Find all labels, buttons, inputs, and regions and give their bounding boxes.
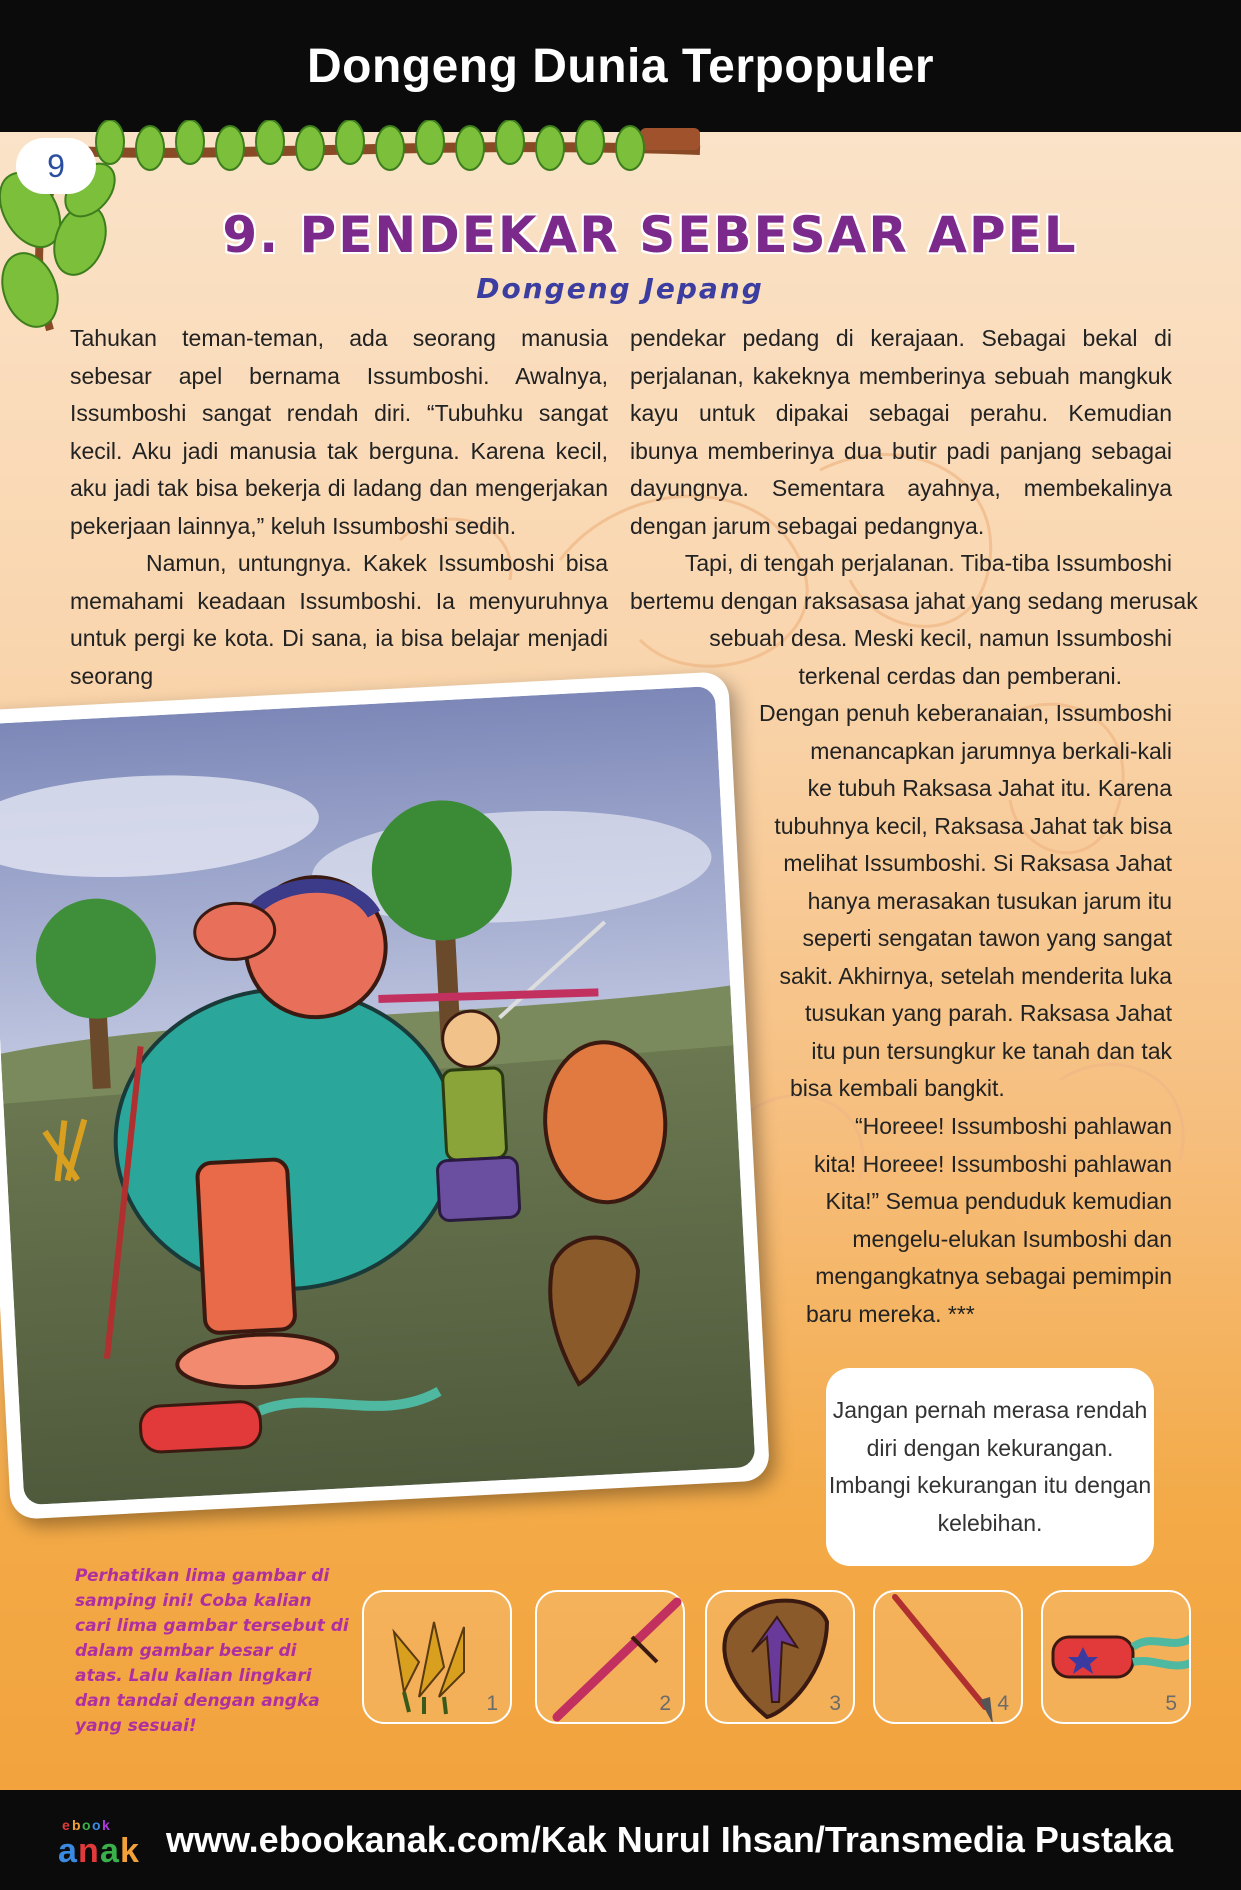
- item-number: 2: [659, 1692, 671, 1715]
- item-number: 3: [829, 1692, 841, 1715]
- text-line: bisa kembali bangkit.: [790, 1075, 1005, 1101]
- svg-text:a: a: [100, 1832, 119, 1870]
- right-paragraph-4: [780, 1108, 1172, 1333]
- headband: [139, 1401, 261, 1453]
- puzzle-item-5: [1041, 1590, 1191, 1724]
- illustration-scene: [0, 686, 755, 1505]
- text-line: hanya merasakan tusukan jarum itu: [807, 887, 1172, 914]
- text-line: tubuhnya kecil, Raksasa Jahat tak bisa: [774, 812, 1172, 839]
- story-subtitle: Dongeng Jepang: [476, 272, 764, 305]
- text-line: mengangkatnya sebagai pemimpin: [815, 1263, 1172, 1289]
- text-line: melihat Issumboshi. Si Raksasa Jahat: [783, 850, 1172, 876]
- story-title: 9. PENDEKAR SEBESAR APEL: [222, 206, 1078, 264]
- moral-message-box: [826, 1368, 1154, 1566]
- book-title: Dongeng Dunia Terpopuler: [306, 39, 935, 93]
- svg-text:n: n: [78, 1832, 99, 1870]
- text-line: kita! Horeee! Issumboshi pahlawan: [814, 1150, 1172, 1177]
- text-line: bertemu dengan raksasasa jahat yang sedang merusak: [630, 587, 1198, 614]
- svg-text:k: k: [102, 1817, 110, 1833]
- right-paragraph-3: [740, 695, 1172, 1108]
- paragraph: pendekar pedang di kerajaan. Sebagai bekal di perjalanan, kakeknya memberinya sebuah mangkuk kayu untuk dipakai sebagai perahu. Kemudian ibunya memberinya dua butir padi panjang sebagai dayungnya. Sementara ayahnya, membekalinya dengan jarum sebagai pedangnya.: [630, 325, 1172, 539]
- header-bar: [0, 0, 1241, 132]
- svg-text:e: e: [62, 1817, 70, 1833]
- text-line: Dengan penuh keberanaian, Issumboshi: [758, 700, 1172, 726]
- puzzle-item-4: [873, 1590, 1023, 1724]
- text-line: seperti sengatan tawon yang sangat: [802, 925, 1172, 951]
- text-line: sebuah desa. Meski kecil, namun Issumboshi: [709, 625, 1172, 651]
- text-line: menancapkan jarumnya berkali-kali: [810, 737, 1172, 764]
- svg-text:k: k: [120, 1832, 139, 1870]
- text-line: Tapi, di tengah perjalanan. Tiba-tiba Issumboshi: [684, 550, 1172, 576]
- svg-text:o: o: [82, 1817, 91, 1833]
- text-line: “Horeee! Issumboshi pahlawan: [854, 1113, 1172, 1139]
- footer-bar: [0, 1790, 1241, 1890]
- ebook-anak-logo: [58, 1810, 158, 1870]
- text-line: tusukan yang parah. Raksasa Jahat: [805, 1000, 1172, 1026]
- text-line: sakit. Akhirnya, setelah menderita luka: [779, 962, 1172, 989]
- text-line: baru mereka. ***: [806, 1300, 975, 1327]
- right-column: [630, 320, 1172, 545]
- paragraph: Tahukan teman-teman, ada seorang manusia sebesar apel bernama Issumboshi. Awalnya, Issumboshi sangat rendah diri. “Tubuhku sangat kecil. Aku jadi manusia tak berguna. Karena kecil, aku jadi tak bisa bekerja di ladang dan mengerjakan pekerjaan lainnya,” keluh Issumboshi sedih.: [70, 325, 608, 539]
- puzzle-item-3: [705, 1590, 855, 1724]
- puzzle-item-1: [362, 1590, 512, 1724]
- puzzle-item-2: [535, 1590, 685, 1724]
- story-illustration: [0, 670, 791, 1540]
- text-line: itu pun tersungkur ke tanah dan tak: [811, 1037, 1172, 1064]
- puzzle-instruction: Perhatikan lima gambar di samping ini! Coba kalian cari lima gambar tersebut di dalam gambar besar di atas. Lalu kalian lingkari dan tandai dengan angka yang sesuai!: [75, 1566, 349, 1736]
- item-number: 1: [486, 1692, 498, 1715]
- left-column: [70, 320, 608, 695]
- text-line: mengelu-elukan Isumboshi dan: [852, 1225, 1172, 1252]
- svg-text:b: b: [72, 1817, 81, 1833]
- item-number: 5: [1165, 1692, 1177, 1715]
- page-number: 9: [16, 138, 96, 194]
- text-line: Kita!” Semua penduduk kemudian: [825, 1188, 1172, 1214]
- paragraph: Namun, untungnya. Kakek Issumboshi bisa memahami keadaan Issumboshi. Ia menyuruhnya untuk pergi ke kota. Di sana, ia bisa belajar menjadi seorang: [70, 550, 608, 689]
- svg-text:o: o: [92, 1817, 101, 1833]
- footer-url: www.ebookanak.com/Kak Nurul Ihsan/Transmedia Pustaka: [166, 1819, 1173, 1860]
- moral-text: Jangan pernah merasa rendah diri dengan kekurangan. Imbangi kekurangan itu dengan kelebihan.: [828, 1397, 1152, 1536]
- text-line: terkenal cerdas dan pemberani.: [798, 662, 1122, 689]
- item-number: 4: [997, 1692, 1009, 1715]
- svg-text:a: a: [58, 1832, 77, 1870]
- text-line: ke tubuh Raksasa Jahat itu. Karena: [807, 775, 1172, 801]
